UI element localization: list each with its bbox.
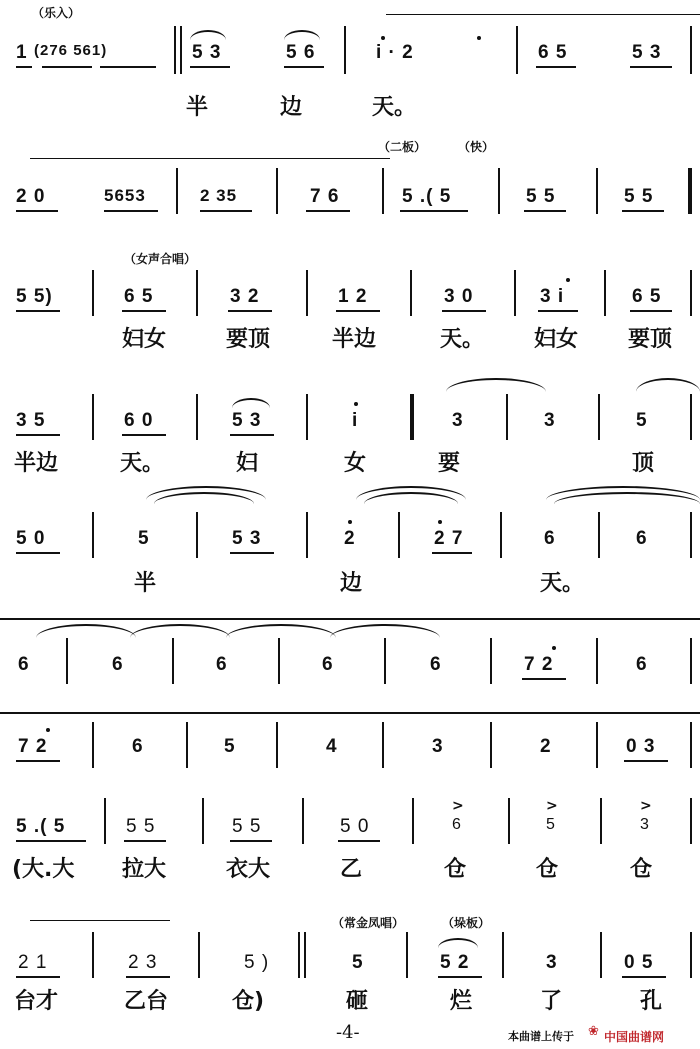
barline — [172, 638, 174, 684]
barline — [180, 26, 182, 74]
system-row-1 — [0, 0, 700, 120]
lyric: 仓 — [444, 857, 467, 882]
note: 5 — [138, 528, 150, 549]
tie-arc — [446, 378, 546, 392]
barline — [690, 638, 692, 684]
accent-mark: > — [640, 798, 652, 814]
lyric: 乙 — [340, 857, 363, 882]
note: 6 — [112, 654, 124, 675]
underline — [126, 976, 170, 978]
mark-nv-sheng: （女声合唱） — [124, 252, 197, 266]
tie-arc — [232, 398, 270, 408]
site-logo-icon: ❀ — [588, 1024, 599, 1039]
underline — [16, 210, 58, 212]
accent-mark: > — [546, 798, 558, 814]
long-tie — [386, 14, 700, 15]
lyric: 仓) — [232, 989, 265, 1014]
underline — [622, 210, 664, 212]
barline — [92, 722, 94, 768]
note: 6 5 — [538, 42, 568, 63]
note: 1 2 — [338, 286, 368, 307]
note: 5 6 — [286, 42, 316, 63]
upload-note: 本曲谱上传于 — [508, 1030, 574, 1043]
lyric: 烂 — [450, 989, 473, 1014]
mark-yue-ru: （乐入） — [32, 6, 81, 20]
barline — [92, 512, 94, 558]
barline — [92, 394, 94, 440]
underline — [100, 66, 156, 68]
lyric: 顶 — [632, 451, 655, 476]
note: 3 2 — [230, 286, 260, 307]
barline — [196, 270, 198, 316]
system-row-5 — [0, 484, 700, 604]
mark-chang-jin-feng: （常金凤唱） — [332, 916, 405, 930]
underline — [438, 976, 482, 978]
note: 0 5 — [624, 952, 654, 973]
note: 5 5 — [624, 186, 654, 207]
lyric: 天。 — [440, 327, 485, 352]
barline — [600, 932, 602, 978]
lyric: 孔 — [640, 989, 663, 1014]
note: 5 .( 5 — [16, 816, 66, 837]
barline — [598, 512, 600, 558]
high-dot — [438, 520, 442, 524]
note: 7 2 — [524, 654, 554, 675]
lyric: 台才 — [14, 989, 59, 1014]
lyric: 了 — [540, 989, 563, 1014]
lyric: 要顶 — [628, 327, 673, 352]
underline — [336, 310, 380, 312]
barline — [298, 932, 300, 978]
long-tie — [0, 712, 700, 714]
underline — [432, 552, 472, 554]
system-row-6 — [0, 614, 700, 694]
note: 3 i — [540, 286, 565, 307]
barline — [104, 798, 106, 844]
lyric: (大.大 — [12, 857, 75, 882]
note: 5 2 — [440, 952, 470, 973]
note: 4 — [326, 736, 338, 757]
underline — [630, 66, 672, 68]
page-number: -4- — [336, 1022, 360, 1043]
long-tie — [30, 158, 390, 159]
accent-mark: > — [452, 798, 464, 814]
lyric: 天。 — [540, 571, 585, 596]
note: 5 3 — [232, 528, 262, 549]
barline — [688, 168, 692, 214]
underline — [16, 434, 60, 436]
mark-kuai: （快） — [458, 140, 495, 154]
underline — [230, 552, 274, 554]
note: 3 — [546, 952, 558, 973]
system-row-8 — [0, 794, 700, 894]
barline — [344, 26, 346, 74]
note: 6 5 — [632, 286, 662, 307]
underline — [42, 66, 92, 68]
underline — [16, 552, 60, 554]
barline — [690, 512, 692, 558]
lyric: 砸 — [346, 989, 369, 1014]
underline — [306, 210, 350, 212]
underline — [400, 210, 468, 212]
note: 7 6 — [310, 186, 340, 207]
barline — [276, 168, 278, 214]
note: i — [352, 410, 359, 431]
note: 2 — [344, 528, 356, 549]
note: 5 — [546, 816, 556, 833]
tie-arc — [226, 624, 336, 638]
note: 5 3 — [632, 42, 662, 63]
system-row-3 — [0, 246, 700, 356]
note: 5 5 — [526, 186, 556, 207]
barline — [66, 638, 68, 684]
note: 2 — [540, 736, 552, 757]
barline — [410, 394, 414, 440]
tie-arc — [190, 30, 226, 40]
underline — [228, 310, 272, 312]
note: 5653 — [104, 186, 146, 205]
high-dot — [552, 646, 556, 650]
barline — [410, 270, 412, 316]
underline — [16, 760, 60, 762]
note: 3 0 — [444, 286, 474, 307]
note: 5 0 — [340, 816, 370, 837]
lyric: 衣大 — [226, 857, 271, 882]
tie-arc — [284, 30, 320, 40]
note: 2 1 — [18, 952, 48, 973]
barline — [516, 26, 518, 74]
underline — [200, 210, 252, 212]
note: 2 35 — [200, 186, 238, 205]
system-row-7 — [0, 706, 700, 786]
high-dot — [566, 278, 570, 282]
barline — [174, 26, 176, 74]
barline — [690, 932, 692, 978]
note: 5 ) — [244, 952, 270, 973]
high-dot — [354, 402, 358, 406]
system-row-9 — [0, 900, 700, 1014]
barline — [196, 512, 198, 558]
barline — [186, 722, 188, 768]
system-row-4 — [0, 364, 700, 480]
barline — [690, 270, 692, 316]
underline — [230, 840, 272, 842]
note: 5 — [636, 410, 648, 431]
barline — [278, 638, 280, 684]
barline — [490, 722, 492, 768]
note: 2 3 — [128, 952, 158, 973]
underline — [624, 760, 668, 762]
note: 6 — [322, 654, 334, 675]
note: 3 — [452, 410, 464, 431]
barline — [596, 638, 598, 684]
underline — [338, 840, 380, 842]
note: 2 0 — [16, 186, 46, 207]
site-name: 中国曲谱网 — [604, 1030, 665, 1044]
barline — [398, 512, 400, 558]
underline — [524, 210, 566, 212]
underline — [284, 66, 324, 68]
note: 6 — [452, 816, 462, 833]
underline — [16, 310, 60, 312]
underline — [16, 976, 60, 978]
tie-arc — [636, 378, 700, 392]
barline — [196, 394, 198, 440]
note: 5 — [352, 952, 364, 973]
barline — [92, 270, 94, 316]
lyric: 天。 — [372, 95, 417, 120]
barline — [600, 798, 602, 844]
note: 3 5 — [16, 410, 46, 431]
note: 7 2 — [18, 736, 48, 757]
high-dot — [348, 520, 352, 524]
underline — [122, 434, 166, 436]
underline — [536, 66, 576, 68]
barline — [690, 394, 692, 440]
note: 5 5 — [126, 816, 156, 837]
high-dot — [477, 36, 481, 40]
barline — [302, 798, 304, 844]
barline — [306, 512, 308, 558]
note: (276 561) — [34, 42, 108, 59]
underline — [230, 434, 274, 436]
note: 6 5 — [124, 286, 154, 307]
note: 6 — [544, 528, 556, 549]
barline — [304, 932, 306, 978]
barline — [490, 638, 492, 684]
note: 6 0 — [124, 410, 154, 431]
barline — [382, 722, 384, 768]
barline — [508, 798, 510, 844]
underline — [630, 310, 672, 312]
lyric: 仓 — [630, 857, 653, 882]
barline — [276, 722, 278, 768]
lyric: 半边 — [14, 451, 59, 476]
long-tie — [30, 920, 170, 921]
mark-duo-ban: （垛板） — [442, 916, 491, 930]
note: 3 — [544, 410, 556, 431]
lyric: 仓 — [536, 857, 559, 882]
note: 6 — [132, 736, 144, 757]
lyric: 半边 — [332, 327, 377, 352]
barline — [596, 722, 598, 768]
underline — [442, 310, 486, 312]
high-dot — [46, 728, 50, 732]
barline — [690, 798, 692, 844]
barline — [384, 638, 386, 684]
system-row-2 — [0, 138, 700, 238]
lyric: 半 — [134, 571, 157, 596]
lyric: 女 — [344, 451, 367, 476]
note: 5 5) — [16, 286, 53, 307]
note: 5 — [224, 736, 236, 757]
barline — [690, 26, 692, 74]
lyric: 妇女 — [122, 327, 167, 352]
high-dot — [381, 36, 385, 40]
tie-arc — [438, 938, 478, 948]
tie-arc — [330, 624, 440, 638]
barline — [406, 932, 408, 978]
note: 3 — [640, 816, 650, 833]
tie-arc — [130, 624, 230, 638]
lyric: 半 — [186, 95, 209, 120]
lyric: 拉大 — [122, 857, 167, 882]
lyric: 妇女 — [534, 327, 579, 352]
note: 5 3 — [192, 42, 222, 63]
note: 5 0 — [16, 528, 46, 549]
barline — [502, 932, 504, 978]
lyric: 要顶 — [226, 327, 271, 352]
note: i · 2 — [376, 42, 414, 63]
barline — [690, 722, 692, 768]
barline — [202, 798, 204, 844]
barline — [598, 394, 600, 440]
note: 6 — [216, 654, 228, 675]
note: 3 — [432, 736, 444, 757]
barline — [506, 394, 508, 440]
underline — [124, 840, 166, 842]
underline — [104, 210, 158, 212]
underline — [538, 310, 578, 312]
lyric: 妇 — [236, 451, 259, 476]
note: 2 7 — [434, 528, 464, 549]
barline — [306, 270, 308, 316]
barline — [198, 932, 200, 978]
lyric: 乙台 — [124, 989, 169, 1014]
note: 6 — [636, 654, 648, 675]
underline — [190, 66, 230, 68]
lyric: 要 — [438, 451, 461, 476]
barline — [596, 168, 598, 214]
barline — [500, 512, 502, 558]
note: 5 .( 5 — [402, 186, 452, 207]
tie-arc — [36, 624, 136, 638]
underline — [622, 976, 666, 978]
barline — [306, 394, 308, 440]
mark-er-ban: （二板） — [378, 140, 427, 154]
note: 5 3 — [232, 410, 262, 431]
lyric: 边 — [340, 571, 363, 596]
barline — [514, 270, 516, 316]
barline — [382, 168, 384, 214]
barline — [604, 270, 606, 316]
barline — [176, 168, 178, 214]
note: 6 — [430, 654, 442, 675]
barline — [92, 932, 94, 978]
barline — [412, 798, 414, 844]
underline — [522, 678, 566, 680]
barline — [498, 168, 500, 214]
underline — [16, 840, 86, 842]
note: 6 — [636, 528, 648, 549]
note: 5 5 — [232, 816, 262, 837]
note: 0 3 — [626, 736, 656, 757]
underline — [16, 66, 32, 68]
underline — [122, 310, 166, 312]
lyric: 边 — [280, 95, 303, 120]
note: 6 — [18, 654, 30, 675]
note: 1 — [16, 42, 28, 63]
lyric: 天。 — [120, 451, 165, 476]
long-tie — [0, 618, 700, 620]
